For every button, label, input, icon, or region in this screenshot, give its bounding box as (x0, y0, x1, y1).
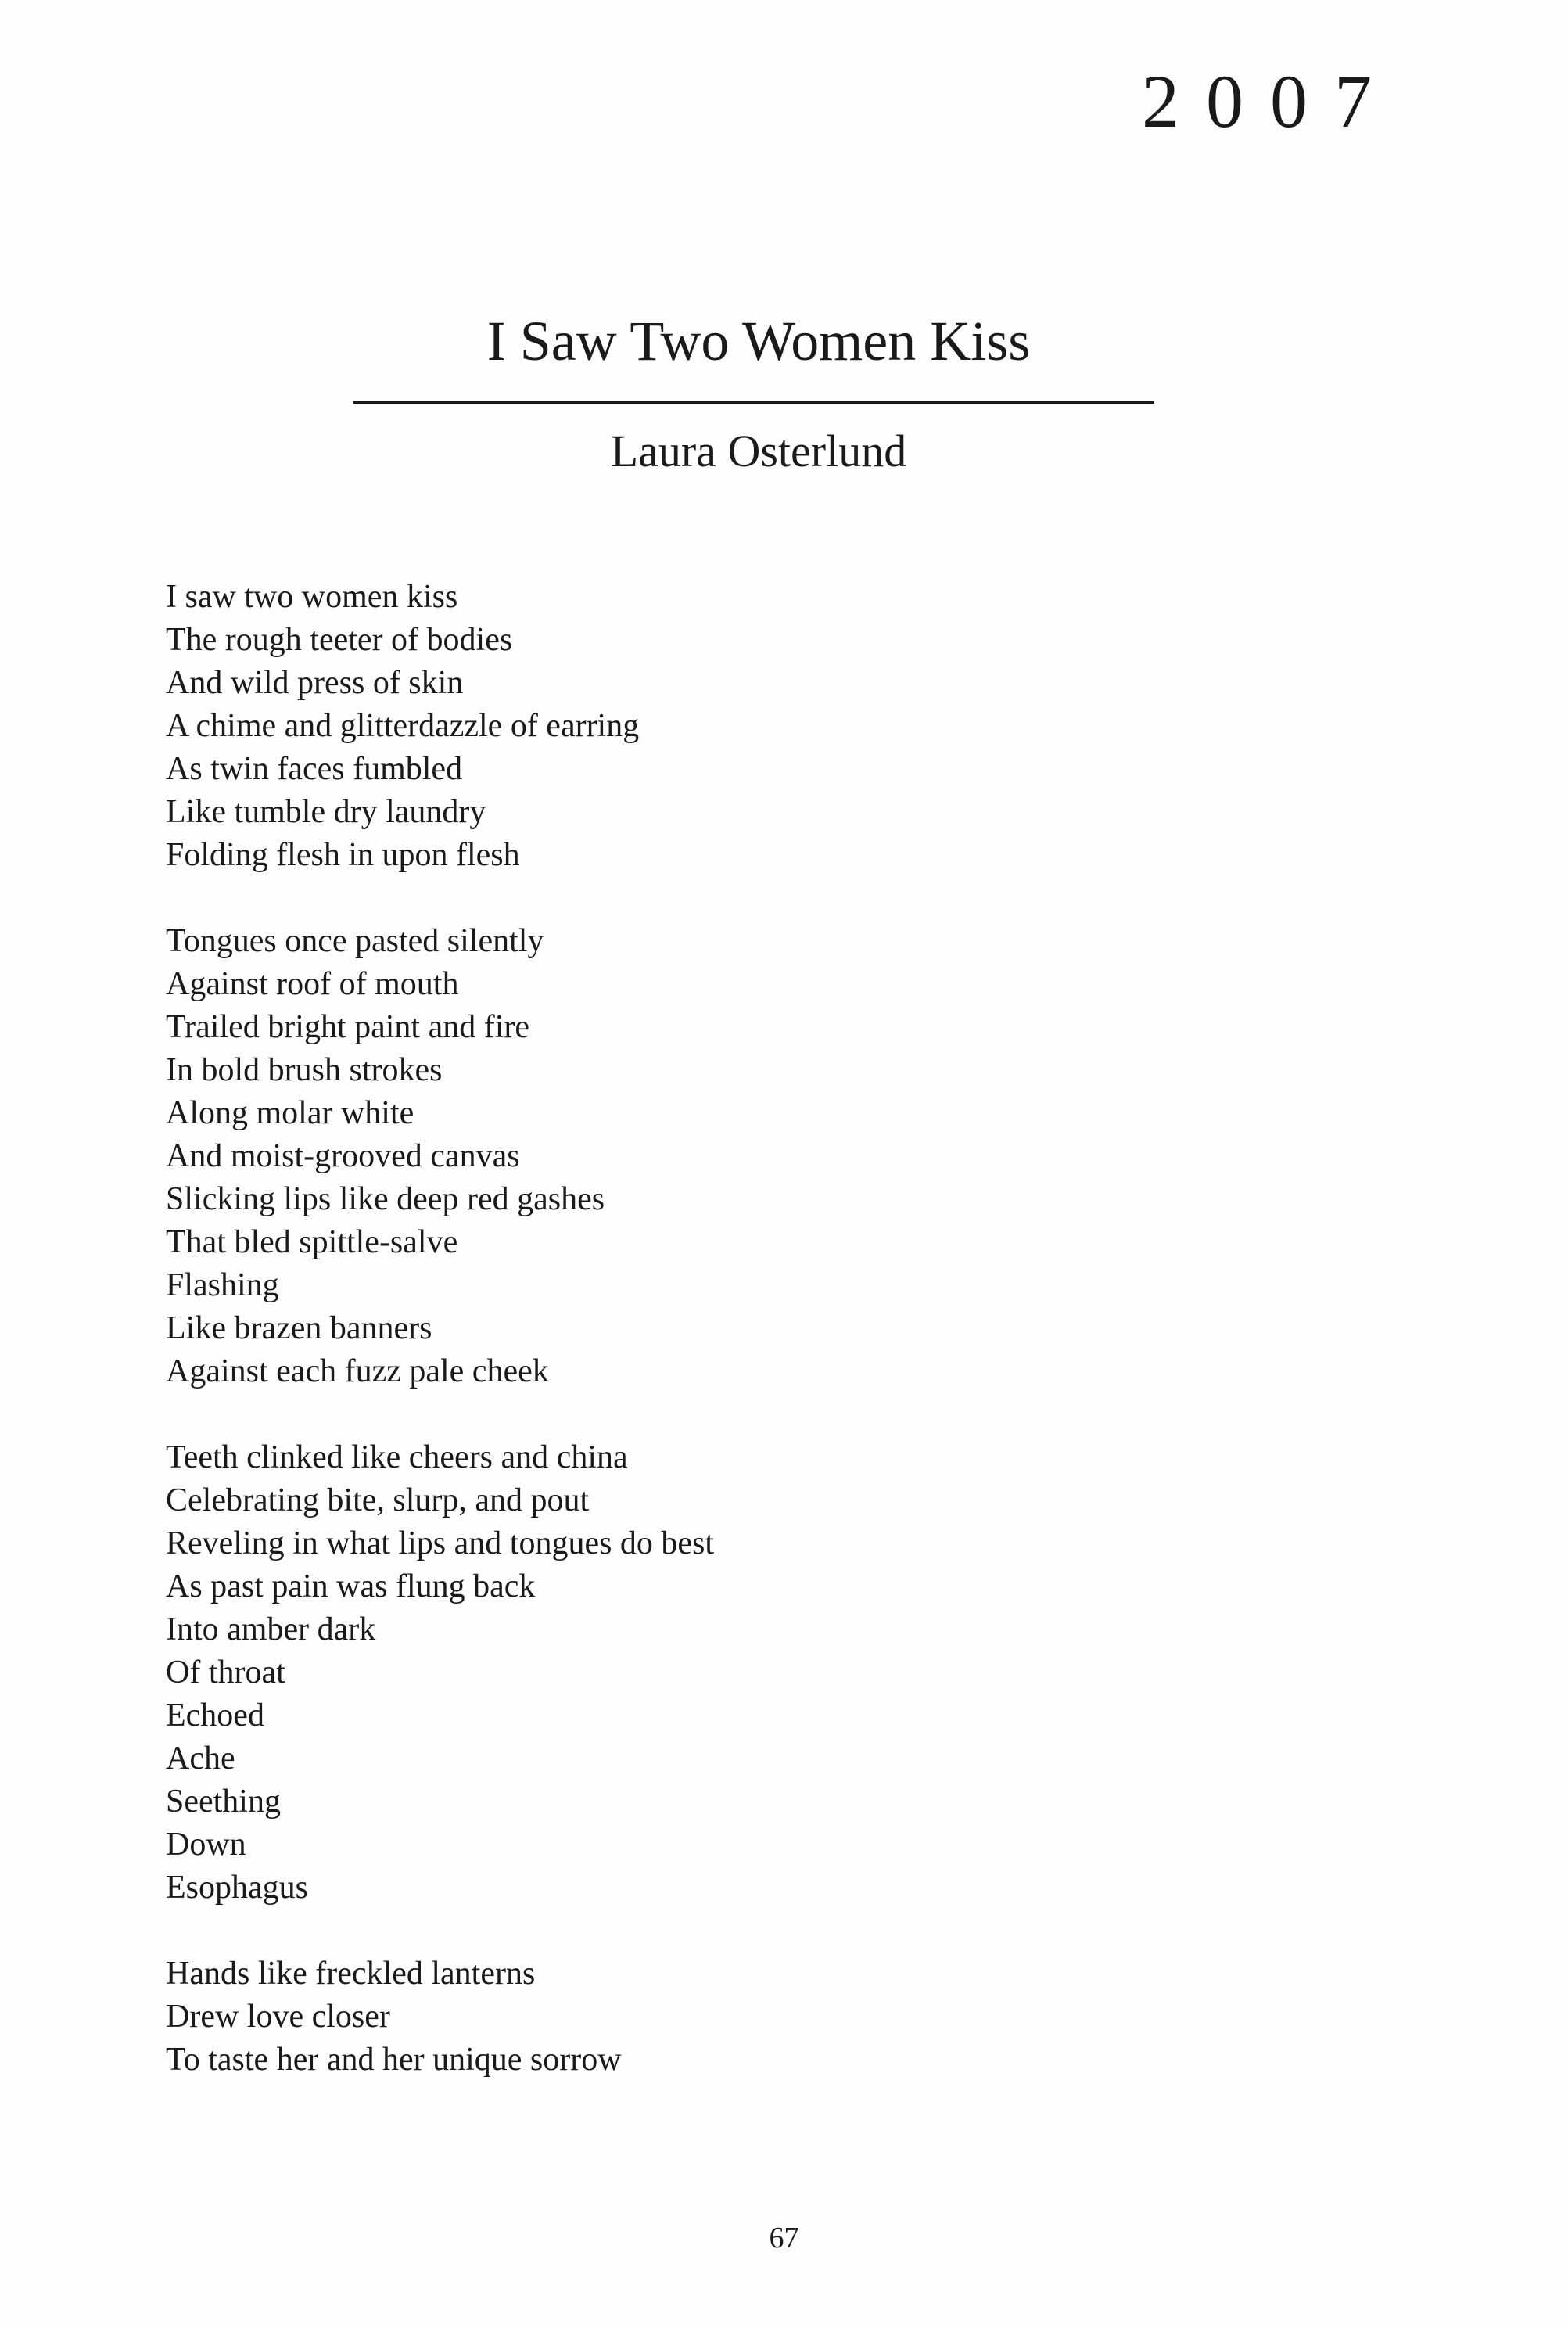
stanza-2 (166, 920, 714, 1393)
poem-title: I Saw Two Women Kiss (486, 310, 1031, 372)
poem-line: Trailed bright paint and fire (166, 1009, 530, 1045)
poem-line: I saw two women kiss (166, 579, 458, 615)
poem-line: And wild press of skin (166, 665, 464, 701)
poem-line: And moist-grooved canvas (166, 1138, 520, 1174)
poem-line: Tongues once pasted silently (166, 923, 544, 959)
poem-line: Teeth clinked like cheers and china (166, 1439, 628, 1475)
poem-line: Against roof of mouth (166, 966, 459, 1002)
poem-author: Laura Osterlund (610, 426, 907, 476)
poem-line: Celebrating bite, slurp, and pout (166, 1482, 590, 1518)
stanza-1 (166, 576, 714, 877)
poem-line: Hands like freckled lanterns (166, 1956, 536, 1992)
stanza-4 (166, 1953, 714, 2082)
page-number: 67 (769, 2222, 799, 2254)
poem-line: As twin faces fumbled (166, 751, 463, 787)
poem-line: Of throat (166, 1654, 285, 1690)
poem-line: As past pain was flung back (166, 1568, 536, 1604)
poem-line: Like brazen banners (166, 1310, 432, 1346)
poem-line: Flashing (166, 1267, 279, 1303)
poem-line: A chime and glitterdazzle of earring (166, 708, 640, 744)
poem-line: That bled spittle-salve (166, 1224, 458, 1260)
poem-line: Slicking lips like deep red gashes (166, 1181, 605, 1217)
year-heading: 2007 (1142, 59, 1398, 143)
poem-line: Echoed (166, 1698, 264, 1733)
poem-line: Esophagus (166, 1870, 308, 1906)
poem-line: To taste her and her unique sorrow (166, 2042, 622, 2078)
poem-line: Down (166, 1827, 246, 1863)
poem-line: Along molar white (166, 1095, 414, 1131)
poem-line: Against each fuzz pale cheek (166, 1353, 549, 1389)
poem-line: Like tumble dry laundry (166, 794, 486, 830)
poem-line: Folding flesh in upon flesh (166, 837, 520, 873)
stanza-3 (166, 1436, 714, 1909)
poem-line: Drew love closer (166, 1999, 390, 2035)
poem-line: Ache (166, 1741, 235, 1777)
poem-line: In bold brush strokes (166, 1052, 443, 1088)
title-divider (353, 401, 1154, 404)
poem-line: The rough teeter of bodies (166, 622, 513, 658)
poem-line: Reveling in what lips and tongues do best (166, 1525, 715, 1561)
poem-line: Seething (166, 1784, 281, 1820)
poem-line: Into amber dark (166, 1611, 376, 1647)
poem-body (166, 576, 714, 2125)
